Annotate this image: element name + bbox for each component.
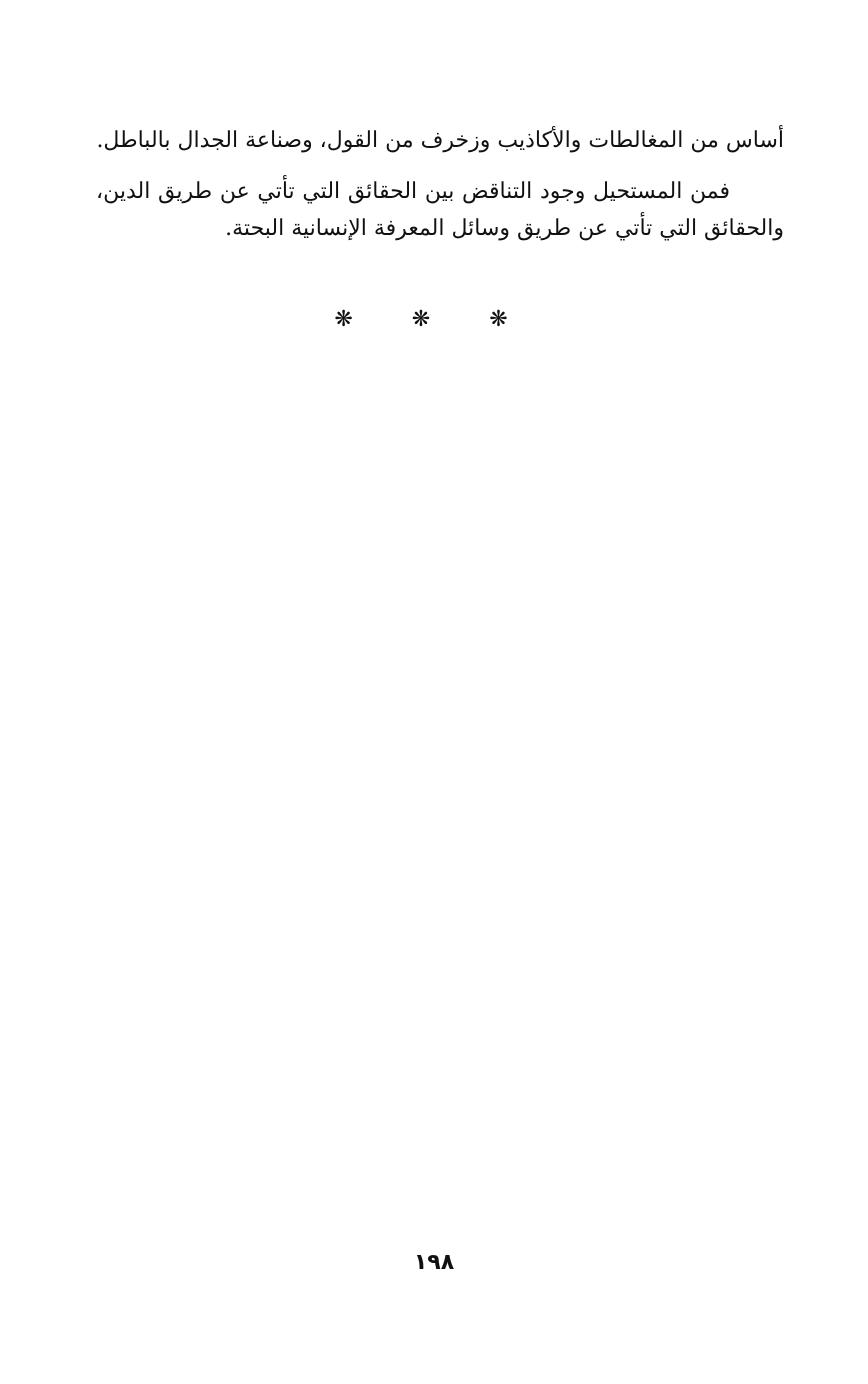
- section-separator: ❋ ❋ ❋: [334, 307, 534, 332]
- paragraph-1: أساس من المغالطات والأكاذيب وزخرف من القول، وصناعة الجدال بالباطل.: [96, 128, 784, 153]
- body-text: [96, 122, 784, 247]
- page-number: ١٩٨: [413, 1250, 455, 1275]
- paragraph-2: فمن المستحيل وجود التناقض بين الحقائق التي تأتي عن طريق الدين، والحقائق التي تأتي عن طريق وسائل المعرفة الإنسانية البحتة.: [96, 179, 784, 241]
